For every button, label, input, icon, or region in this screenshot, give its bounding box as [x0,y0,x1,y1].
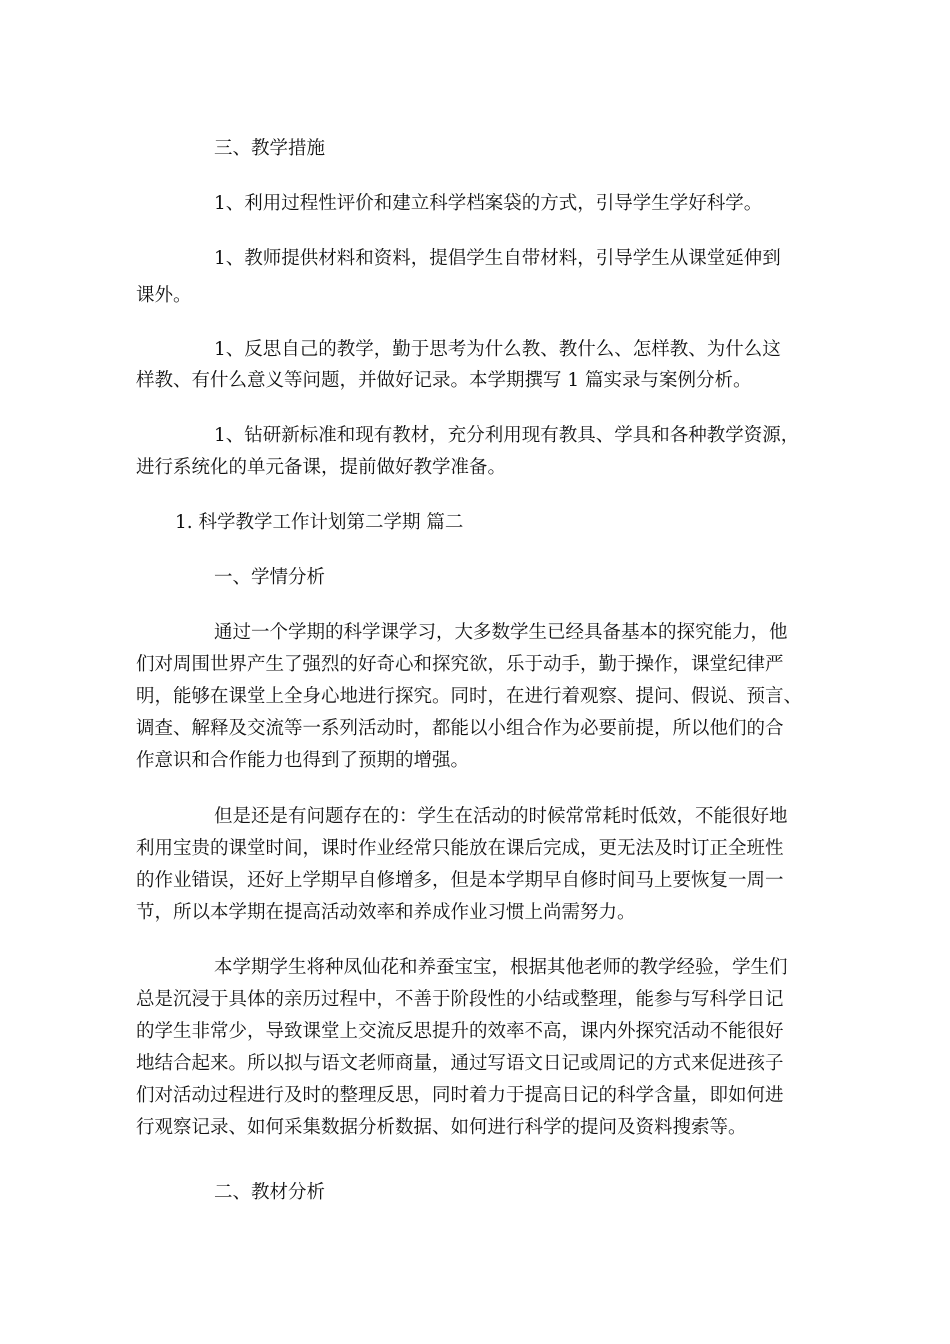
paragraph-line: 的作业错误，还好上学期早自修增多，但是本学期早自修时间马上要恢复一周一 [136,870,784,891]
paragraph-line: 作意识和合作能力也得到了预期的增强。 [136,750,470,771]
paragraph-line: 1、钻研新标准和现有教材，充分利用现有教具、学具和各种教学资源， [214,425,800,446]
paragraph-line: 但是还是有问题存在的：学生在活动的时候常常耗时低效，不能很好地 [214,806,788,827]
paragraph-line: 课外。 [136,285,192,306]
section-heading: 一、学情分析 [214,567,326,588]
section-heading: 三、教学措施 [214,138,326,159]
paragraph-line: 本学期学生将种凤仙花和养蚕宝宝，根据其他老师的教学经验，学生们 [214,957,788,978]
paragraph-line: 1、利用过程性评价和建立科学档案袋的方式，引导学生学好科学。 [214,193,763,214]
paragraph-line: 利用宝贵的课堂时间，课时作业经常只能放在课后完成，更无法及时订正全班性 [136,838,784,859]
section-heading: 二、教材分析 [214,1182,326,1203]
paragraph-line: 1、反思自己的教学，勤于思考为什么教、教什么、怎样教、为什么这 [214,339,781,360]
paragraph-line: 进行系统化的单元备课，提前做好教学准备。 [136,457,507,478]
paragraph-line: 们对活动过程进行及时的整理反思，同时着力于提高日记的科学含量，即如何进 [136,1085,784,1106]
paragraph-line: 1、教师提供材料和资料，提倡学生自带材料，引导学生从课堂延伸到 [214,248,781,269]
paragraph-line: 地结合起来。所以拟与语文老师商量，通过写语文日记或周记的方式来促进孩子 [136,1053,784,1074]
paragraph-line: 调查、解释及交流等一系列活动时，都能以小组合作为必要前提，所以他们的合 [136,718,784,739]
paragraph-line: 样教、有什么意义等问题，并做好记录。本学期撰写 1 篇实录与案例分析。 [136,370,752,391]
section-title: 1. 科学教学工作计划第二学期 篇二 [175,512,464,533]
paragraph-line: 们对周围世界产生了强烈的好奇心和探究欲，乐于动手，勤于操作，课堂纪律严 [136,654,784,675]
paragraph-line: 的学生非常少，导致课堂上交流反思提升的效率不高，课内外探究活动不能很好 [136,1021,784,1042]
paragraph-line: 行观察记录、如何采集数据分析数据、如何进行科学的提问及资料搜索等。 [136,1117,747,1138]
paragraph-line: 节，所以本学期在提高活动效率和养成作业习惯上尚需努力。 [136,902,636,923]
paragraph-line: 总是沉浸于具体的亲历过程中，不善于阶段性的小结或整理，能参与写科学日记 [136,989,784,1010]
paragraph-line: 明，能够在课堂上全身心地进行探究。同时，在进行着观察、提问、假说、预言、 [136,686,803,707]
paragraph-line: 通过一个学期的科学课学习，大多数学生已经具备基本的探究能力，他 [214,622,788,643]
